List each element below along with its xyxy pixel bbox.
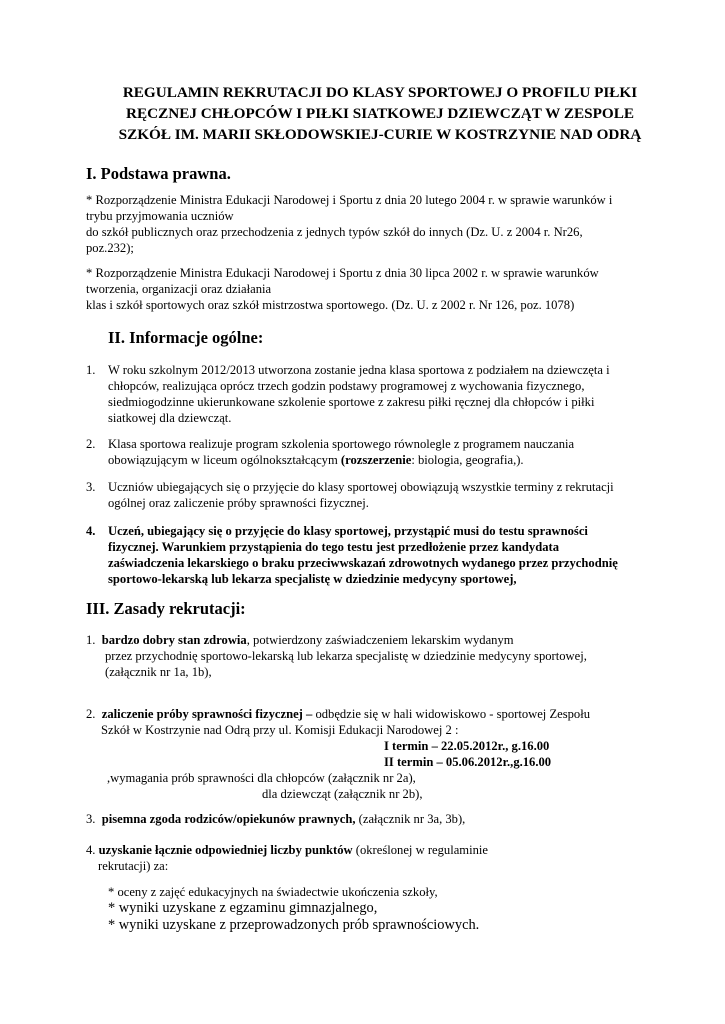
text-line: poz.232); <box>86 241 134 255</box>
text-line: (załącznik nr 1a, 1b), <box>105 665 212 679</box>
text-span: : biologia, geografia,). <box>411 453 524 467</box>
text-line: * Rozporządzenie Ministra Edukacji Narodowej i Sportu z dnia 20 lutego 2004 r. w sprawie warunków i <box>86 193 613 207</box>
list-number: 4. <box>86 843 96 857</box>
rule-item-4 <box>86 842 488 874</box>
text-line <box>86 632 587 648</box>
title-line: SZKÓŁ IM. MARII SKŁODOWSKIEJ-CURIE W KOSTRZYNIE NAD ODRĄ <box>118 126 642 143</box>
list-number: 1. <box>86 633 96 647</box>
title-line: RĘCZNEJ CHŁOPCÓW I PIŁKI SIATKOWEJ DZIEWCZĄT W ZESPOLE <box>126 105 634 122</box>
text-line: Uczeń, ubiegający się o przyjęcie do klasy sportowej, przystąpić musi do testu sprawności <box>108 524 588 538</box>
text-line: fizycznej. Warunkiem przystąpienia do tego testu jest przedłożenie przez kandydata <box>108 540 559 554</box>
list-number: 1. <box>86 363 96 377</box>
bold-text: (rozszerzenie <box>340 453 412 467</box>
text-line: sportowo-lekarską lub lekarza specjalistę w dziedzinie medycyny sportowej, <box>108 572 517 586</box>
requirements-girls: dla dziewcząt (załącznik nr 2b), <box>262 787 423 801</box>
text-line <box>86 811 465 827</box>
rule-item-1 <box>86 632 587 680</box>
rule-item-3 <box>86 811 465 827</box>
legal-basis-paragraph-1 <box>86 192 612 256</box>
text-line <box>86 842 488 858</box>
text-line: chłopców, realizująca oprócz trzech godzin podstawy programowej z wychowania fizycznego, <box>108 379 585 393</box>
section-3-heading: III. Zasady rekrutacji: <box>86 599 246 618</box>
title-line: REGULAMIN REKRUTACJI DO KLASY SPORTOWEJ O PROFILU PIŁKI <box>122 84 638 101</box>
text-line: Uczniów ubiegających się o przyjęcie do klasy sportowej obowiązują wszystkie terminy z rekrutacji <box>108 480 614 494</box>
exam-term-1: I termin – 22.05.2012r., g.16.00 <box>384 739 550 753</box>
text-line: zaświadczenia lekarskiego o braku przeciwwskazań zdrowotnych wydanego przez przychodnię <box>108 556 618 570</box>
document-title <box>100 82 660 145</box>
list-number: 2. <box>86 707 96 721</box>
text-line: siatkowej dla dziewcząt. <box>108 411 232 425</box>
points-criteria-3: * wyniki uzyskane z przeprowadzonych prób sprawnościowych. <box>108 917 480 933</box>
section-1-heading: I. Podstawa prawna. <box>86 164 231 183</box>
text-line: do szkół publicznych oraz przechodzenia z jednych typów szkół do innych (Dz. U. z 2004 r. Nr26, <box>86 225 583 239</box>
bold-text: pisemna zgoda rodziców/opiekunów prawnych, <box>101 812 356 826</box>
text-line: przez przychodnię sportowo-lekarską lub lekarza specjalistę w dziedzinie medycyny sportowej, <box>105 649 587 663</box>
bold-text: zaliczenie próby sprawności fizycznej – <box>101 707 316 721</box>
list-number: 3. <box>86 812 96 826</box>
requirements-boys: ,wymagania prób sprawności dla chłopców (załącznik nr 2a), <box>107 771 416 785</box>
bold-text: uzyskanie łącznie odpowiedniej liczby punktów <box>98 843 353 857</box>
text-line <box>108 452 574 468</box>
text-line: * Rozporządzenie Ministra Edukacji Narodowej i Sportu z dnia 30 lipca 2002 r. w sprawie warunków <box>86 266 599 280</box>
info-item-4 <box>108 523 618 587</box>
text-span: (załącznik nr 3a, 3b), <box>355 812 466 826</box>
text-span: , potwierdzony zaświadczeniem lekarskim wydanym <box>246 633 514 647</box>
info-item-1 <box>108 362 610 426</box>
text-line: klas i szkół sportowych oraz szkół mistrzostwa sportowego. (Dz. U. z 2002 r. Nr 126, poz. 1078) <box>86 298 575 312</box>
text-line: Klasa sportowa realizuje program szkolenia sportowego równolegle z programem nauczania <box>108 437 575 451</box>
info-item-2 <box>108 436 574 468</box>
list-number: 3. <box>86 480 96 494</box>
text-line: tworzenia, organizacji oraz działania <box>86 282 272 296</box>
text-span: odbędzie się w hali widowiskowo - sportowej Zespołu <box>315 707 591 721</box>
text-line: siedmiogodzinne ukierunkowane szkolenie sportowe z zakresu piłki ręcznej dla chłopców i piłki <box>108 395 595 409</box>
rule-item-2 <box>86 706 590 738</box>
text-line: rekrutacji) za: <box>98 859 169 873</box>
list-number: 4. <box>86 524 96 538</box>
text-line: W roku szkolnym 2012/2013 utworzona zostanie jedna klasa sportowa z podziałem na dziewczęta i <box>108 363 610 377</box>
text-span: (określonej w regulaminie <box>352 843 488 857</box>
points-criteria-1: * oceny z zajęć edukacyjnych na świadectwie ukończenia szkoły, <box>108 885 438 899</box>
list-number: 2. <box>86 437 96 451</box>
text-line: trybu przyjmowania uczniów <box>86 209 234 223</box>
points-criteria-2: * wyniki uzyskane z egzaminu gimnazjalnego, <box>108 900 378 916</box>
text-line: Szkół w Kostrzynie nad Odrą przy ul. Komisji Edukacji Narodowej 2 : <box>101 723 459 737</box>
exam-term-2: II termin – 05.06.2012r.,g.16.00 <box>384 755 552 769</box>
info-item-3 <box>108 479 614 511</box>
text-line: ogólnej oraz zaliczenie próby sprawności fizycznej. <box>108 496 369 510</box>
text-span: obowiązującym w liceum ogólnokształcącym <box>108 453 341 467</box>
bold-text: bardzo dobry stan zdrowia <box>101 633 247 647</box>
section-2-heading: II. Informacje ogólne: <box>108 328 264 347</box>
legal-basis-paragraph-2 <box>86 265 599 313</box>
text-line <box>86 706 590 722</box>
